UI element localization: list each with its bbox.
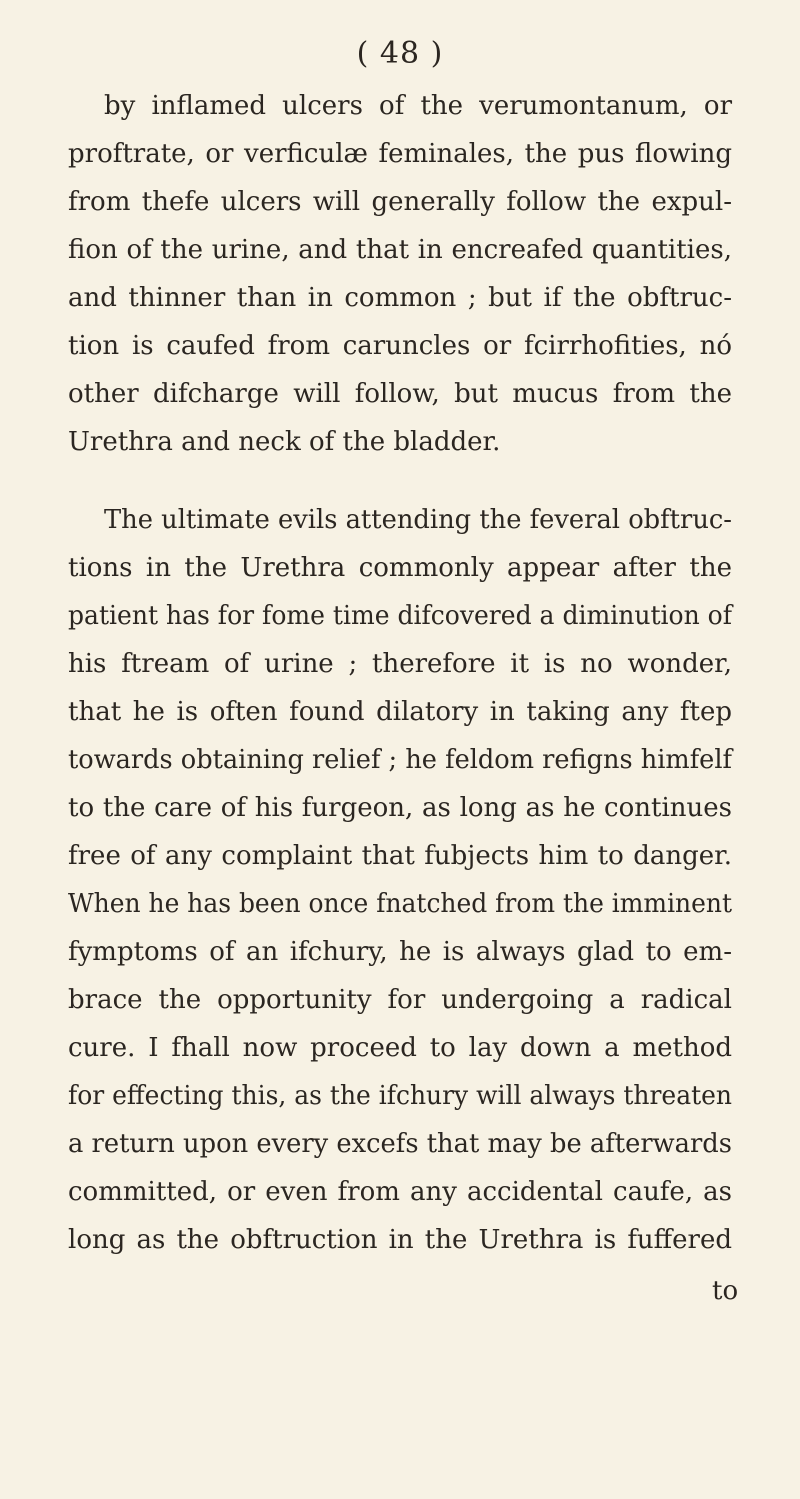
text-line: Urethra and neck of the bladder.	[68, 427, 501, 457]
text-line: a return upon every excefs that may be afterwards	[68, 1129, 732, 1159]
text-line: patient has for fome time difcovered a diminution of	[68, 601, 732, 631]
catchword: to	[712, 1276, 739, 1306]
text-line: proftrate, or verficulæ feminales, the pus flowing	[68, 139, 732, 169]
text-line: his ftream of urine ; therefore it is no wonder,	[68, 649, 732, 679]
text-line: free of any complaint that fubjects him to danger.	[68, 841, 732, 871]
text-line: brace the opportunity for undergoing a radical	[68, 985, 732, 1015]
text-line: fymptoms of an ifchury, he is always glad to em-	[68, 937, 732, 967]
text-line: towards obtaining relief ; he feldom refigns himfelf	[68, 745, 732, 775]
text-line: for effecting this, as the ifchury will always threaten	[68, 1081, 732, 1111]
text-line: fion of the urine, and that in encreafed quantities,	[68, 235, 732, 265]
text-line: committed, or even from any accidental caufe, as	[68, 1177, 732, 1207]
text-line: When he has been once fnatched from the imminent	[68, 889, 732, 919]
text-line: by inflamed ulcers of the verumontanum, or	[104, 91, 732, 121]
text-line: tion is caufed from caruncles or fcirrhofities, nó	[68, 331, 732, 361]
text-line: to the care of his furgeon, as long as he continues	[68, 793, 732, 823]
text-line: cure. I fhall now proceed to lay down a method	[68, 1033, 732, 1063]
text-line: other difcharge will follow, but mucus from the	[68, 379, 732, 409]
text-line: from thefe ulcers will generally follow the expul-	[68, 187, 732, 217]
text-line: tions in the Urethra commonly appear after the	[68, 553, 732, 583]
text-line: that he is often found dilatory in taking any ftep	[68, 697, 732, 727]
text-line: long as the obftruction in the Urethra is fuffered	[68, 1225, 732, 1255]
text-line: and thinner than in common ; but if the obftruc-	[68, 283, 732, 313]
page-number-header: ( 48 )	[356, 36, 444, 71]
text-line: The ultimate evils attending the feveral obftruc-	[104, 505, 732, 535]
